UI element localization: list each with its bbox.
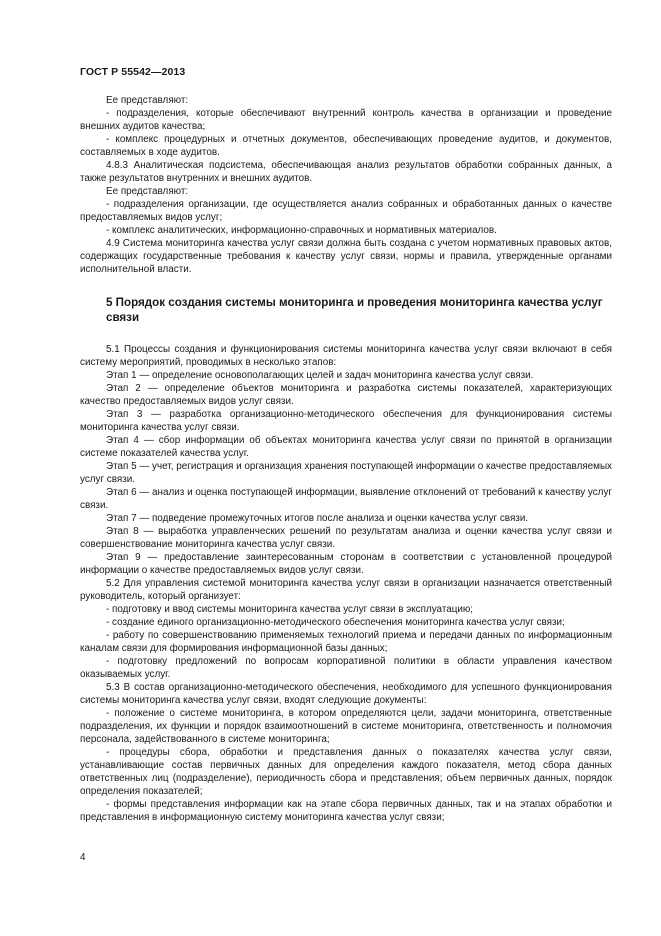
page-number: 4 (80, 852, 86, 863)
paragraph: Этап 2 — определение объектов мониторинга и разработка системы показателей, характеризующих качество предоставляемых видов услуг связи. (80, 383, 612, 407)
paragraph: 4.9 Система мониторинга качества услуг связи должна быть создана с учетом нормативных правовых актов, содержащих государственные требования к качеству услуг связи, нормы и правила, утвержденные органами исполнительной власти. (80, 238, 612, 275)
paragraph: - работу по совершенствованию применяемых технологий приема и передачи данных по информационным каналам связи для формирования информационной базы данных; (80, 630, 612, 654)
paragraph: Ее представляют: (106, 186, 189, 197)
paragraph: Этап 9 — предоставление заинтересованным сторонам в соответствии с установленной процедурой информации о качестве предоставляемых видов услуг связи. (80, 552, 612, 576)
paragraph: Этап 8 — выработка управленческих решений по результатам анализа и оценки качества услуг связи и совершенствование мониторинга качества услуг связи. (80, 526, 612, 550)
paragraph: - комплекс процедурных и отчетных документов, обеспечивающих проведение аудитов, и документов, составляемых в ходе аудитов. (80, 134, 612, 158)
paragraph: - формы представления информации как на этапе сбора первичных данных, так и на этапах обработки и представления в информационную систему мониторинга качества услуг связи; (80, 799, 612, 823)
paragraph: - подразделения организации, где осуществляется анализ собранных и обработанных данных о качестве предоставляемых видов услуг; (80, 199, 612, 223)
paragraph: - подготовку предложений по вопросам корпоративной политики в области управления качеством оказываемых услуг. (80, 656, 612, 680)
paragraph: - подразделения, которые обеспечивают внутренний контроль качества в организации и проведение внешних аудитов качества; (80, 108, 612, 132)
document-header: ГОСТ Р 55542—2013 (80, 66, 186, 78)
paragraph: 4.8.3 Аналитическая подсистема, обеспечивающая анализ результатов обработки собранных данных, а также результатов внутренних и внешних аудитов. (80, 160, 612, 184)
paragraph: 5.2 Для управления системой мониторинга качества услуг связи в организации назначается ответственный руководитель, который организует: (80, 578, 612, 602)
paragraph: Ее представляют: (106, 95, 189, 106)
paragraph: - комплекс аналитических, информационно-справочных и нормативных материалов. (106, 225, 497, 236)
paragraph: 5.1 Процессы создания и функционирования системы мониторинга качества услуг связи включают в себя систему мероприятий, проводимых в несколько этапов: (80, 344, 612, 368)
paragraph: - создание единого организационно-методического обеспечения мониторинга качества услуг связи; (106, 617, 565, 628)
paragraph: Этап 6 — анализ и оценка поступающей информации, выявление отклонений от требований к качеству услуг связи. (80, 487, 612, 511)
paragraph: - процедуры сбора, обработки и представления данных о показателях качества услуг связи, устанавливающие состав первичных данных для определения каждого показателя, метод сбора данных ответственных лиц (подразделение), периодичность сбора и представления; объем первичных данных, порядок определения показателей; (80, 747, 612, 797)
paragraph: - положение о системе мониторинга, в котором определяются цели, задачи мониторинга, ответственные подразделения, их функции и порядок взаимоотношений в системе мониторинга, ответственность и полномочия персонала, задействованного в системе мониторинга; (80, 708, 612, 745)
paragraph: Этап 1 — определение основополагающих целей и задач мониторинга качества услуг связи. (106, 370, 534, 381)
paragraph: Этап 5 — учет, регистрация и организация хранения поступающей информации о качестве предоставляемых услуг связи. (80, 461, 612, 485)
section-heading: 5 Порядок создания системы мониторинга и проведения мониторинга качества услуг связи (106, 296, 603, 324)
paragraph: Этап 7 — подведение промежуточных итогов после анализа и оценки качества услуг связи. (106, 513, 529, 524)
paragraph: Этап 3 — разработка организационно-методического обеспечения для функционирования системы мониторинга качества услуг связи. (80, 409, 612, 433)
document-body (80, 94, 612, 824)
paragraph: 5.3 В состав организационно-методического обеспечения, необходимого для успешного функционирования системы мониторинга качества услуг связи, входят следующие документы: (80, 682, 612, 706)
paragraph: - подготовку и ввод системы мониторинга качества услуг связи в эксплуатацию; (106, 604, 474, 615)
paragraph: Этап 4 — сбор информации об объектах мониторинга качества услуг связи по принятой в организации системе показателей качества услуг. (80, 435, 612, 459)
